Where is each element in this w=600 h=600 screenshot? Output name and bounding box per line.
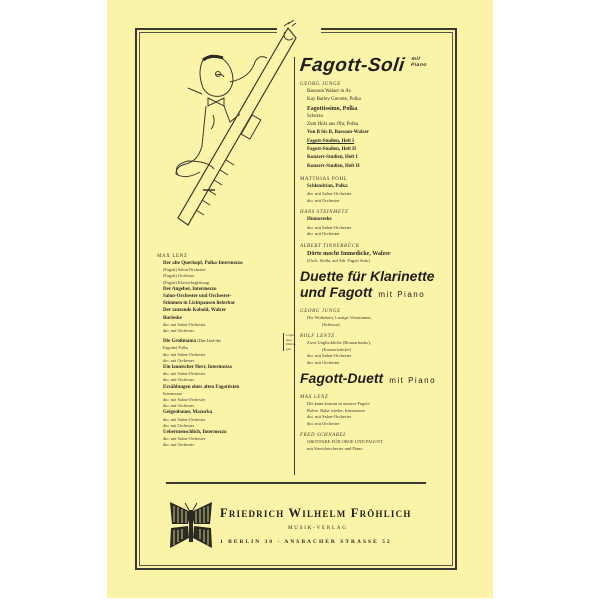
work-title: Zum Holz aus Ohr, Polka [307,122,359,128]
duett-heading-text: Fagott-Duett [300,370,384,387]
work-variant: Intermezzo [163,390,183,396]
work-title: Dörte mocht Immedicke, Walzer [307,250,391,257]
work-note: Salon-Orchester und Orchester- [163,294,232,300]
work-title: Konzert-Studien, Heft II [307,163,360,169]
fagott-soli-heading [299,56,453,76]
publisher-address: 1 BERLIN 30 - ANSBACHER STRASSE 52 [220,539,392,545]
work-variant: dto. mit Orchester [307,197,340,203]
work-variant: dto. mit Orchester [163,442,195,448]
work-title [163,337,292,345]
work-variant: dto. mit Salon-Orchester [307,353,352,359]
work-title: Fagott-Studien, Heft I [307,138,355,144]
duette-suffix: mit Piano [378,290,426,300]
work-variant: dto. mit Orchester [307,231,340,237]
publisher-name: Friedrich Wilhelm Fröhlich [220,506,412,520]
duette-heading [300,268,452,303]
work-variant: (Fagott) Klavierbegleitung [163,279,209,285]
max-lenz-column [157,253,297,449]
work-title: Ein launischer Herr, Intermezzo [163,365,232,371]
work-variant: (Konzertstücke) [322,346,351,352]
work-variant: (Orch. Stella, auf Sdt. Fagott Solo) [307,257,370,263]
composer-name: GEORG JUNGE [300,309,341,315]
note-line: gen [286,346,292,351]
work-title: Die Wolkebett, Lustige Variationen, [307,315,372,321]
work-variant: dto. mit Orchester [307,359,340,365]
work-title: Von B bis B, Bassoon-Walzer [307,130,369,136]
composer-name: MAX LENZ [157,254,188,259]
publisher-block [168,496,438,556]
work-title: Fagottissimo, Polka [307,105,358,112]
work-title: Uebermenschlich, Intermezzo [163,430,227,436]
work-variant: dto. mit Salon-Orchester [307,414,352,420]
work-variant: Fagotte) Polka [163,345,189,351]
work-variant: (Fagott) Salon-Orchester [163,267,206,273]
duette-heading-line2: und Fagott [300,284,373,301]
work-variant: dto. mit Salon-Orchester [163,371,206,377]
work-title-text: Die Großmama [163,339,197,345]
work-title: Der tanzende Kobold, Walzer [163,308,227,314]
duett-suffix: mit Piano [389,376,437,386]
suffix-piano: Piano [410,62,428,68]
work-variant: dto. mit Orchester [163,422,195,428]
work-title: Geigenbauer, Mazurka [163,410,213,416]
work-variant: dto. mit Salon-Orchester [163,397,206,403]
composer-name: GEORG JUNGE [300,82,341,87]
butterfly-logo-icon [168,500,214,550]
work-variant: dto. mit Salon-Orchester [163,351,206,357]
work-title: Humoreske [307,217,332,223]
work-variant: (Scherzo) [322,321,340,327]
work-variant: (Fagott) Orchester [163,273,195,279]
composer-name: FRED SCHNABEL [300,433,347,439]
work-title: Der alte Querkopf, Polka-Intermezzo [163,261,243,266]
work-title: Bassoon Walzer in As [307,89,351,94]
work-title-suffix: (Das Lied der [197,338,221,344]
work-title: Die kann kommt in unserer Fagott- [307,401,371,407]
work-title: Burleske [163,315,182,321]
composer-name: HANS STEINMETZ [300,210,349,216]
suffix-mit: mit [411,56,421,62]
work-variant: dto. mit Salon-Orchester [163,436,206,442]
composer-name: MATTHIAS POHL [300,176,348,182]
work-variant: dto. mit Salon-Orchester [163,321,206,327]
work-variant: dto. mit Salon-Orchester [307,224,352,230]
fagott-duett-heading [300,370,452,389]
work-variant: dto. mit Orchester [307,420,340,426]
note-line: Aus- [286,337,293,342]
work-variant: dto. mit Salon-Orchester [163,416,206,422]
publisher-subtitle: MUSIK-VERLAG [288,526,348,531]
duette-heading-line1: Duette für Klarinette [300,268,435,285]
bracket-note [283,333,304,351]
publisher-rule [166,482,426,484]
composer-name: ALBERT TINNEBRÜCK [300,243,360,249]
work-variant: dto. mit Orchester [163,357,195,363]
fagott-soli-column [300,56,452,452]
work-title: GROTESKE FÜR OBOE UND FAGOTT [307,439,384,445]
work-title: Zwei Unglückliche (Bramarbasko), [307,340,371,346]
work-title: Der Angeber, Intermezzo [163,286,217,292]
bassoonist-drawing-icon [148,20,298,245]
work-title: Kay Barley Gavotte, Polka [307,97,361,103]
work-variant: dto. mit Salon-Orchester [307,191,352,197]
work-variant: dto. mit Orchester [163,328,195,334]
work-variant: dto. mit Orchester [163,377,195,383]
work-variant: Rohre. Rahe wieder, Intermezzo [307,407,366,413]
note-line: Lager- [286,333,296,337]
work-title: Schlendrian, Polka [307,183,348,189]
work-title: Erzählungen eines alten Fagottisten [163,384,240,390]
heading-text: Fagott-Soli [298,55,406,76]
note-line: führun- [286,342,297,346]
composer-name: MAX LENZ [300,395,329,401]
heading-suffix [410,56,427,68]
work-note: Stimmen in Lichtpausen lieferbar [163,301,236,307]
work-title: Konzert-Studien, Heft I [307,155,358,161]
composer-name: ROLF LENTZ [300,334,335,340]
work-title: Scherzo [307,113,324,119]
work-variant: dto. mit Orchester [163,403,195,409]
work-title: Fagott-Studien, Heft II [307,147,357,153]
work-variant: mit Streichorchester und Piano [307,445,363,451]
